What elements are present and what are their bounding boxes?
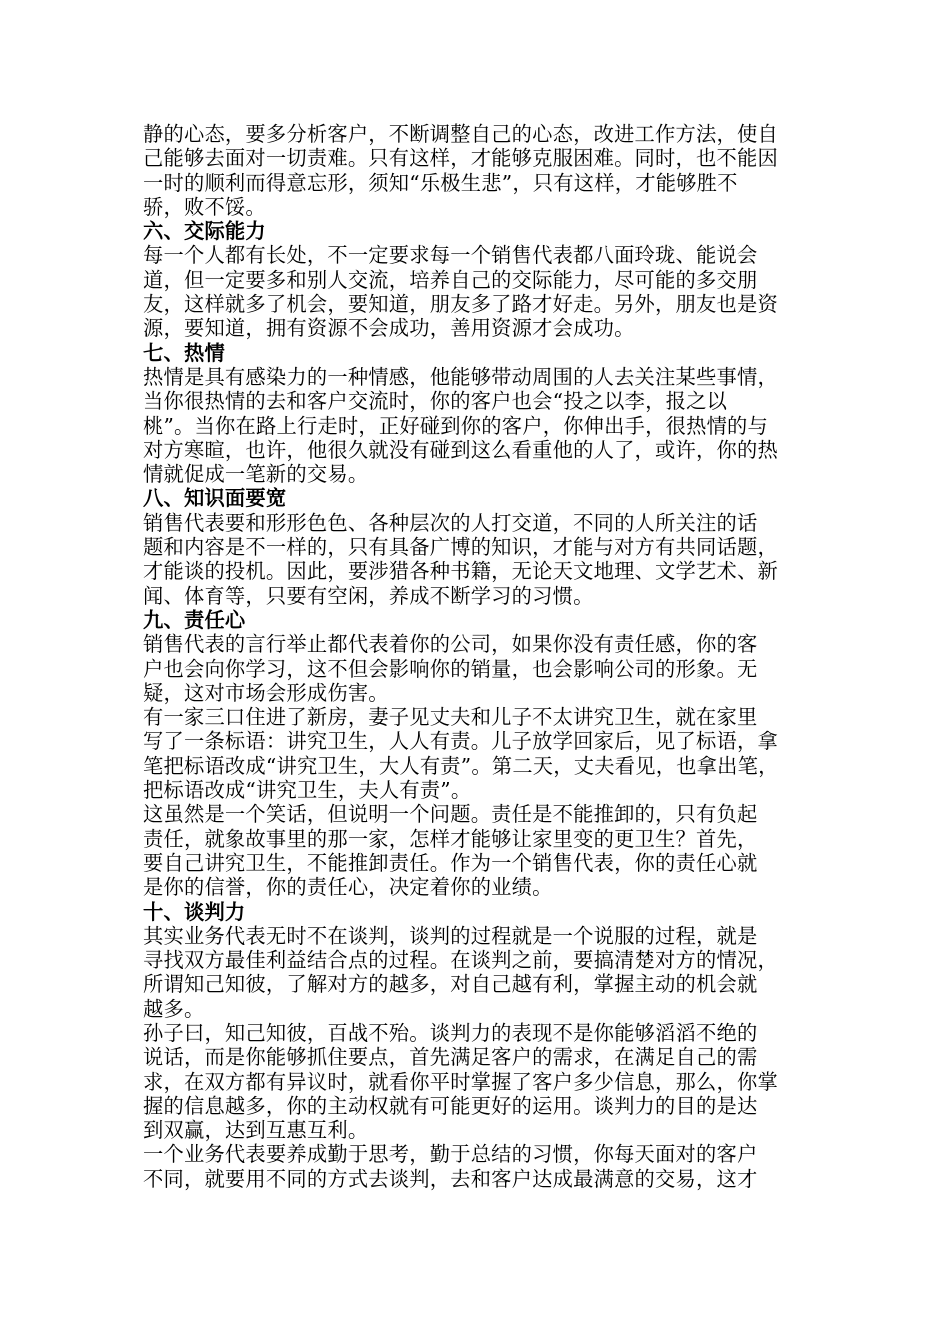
paragraph-line: 求，在双方都有异议时，就看你平时掌握了客户多少信息，那么，你掌: [143, 1069, 778, 1094]
section-heading: 十、谈判力: [143, 899, 246, 924]
section-heading: 八、知识面要宽: [143, 486, 287, 511]
paragraph-line: 把标语改成“讲究卫生，夫人有责”。: [143, 778, 472, 803]
paragraph-line: 握的信息越多，你的主动权就有可能更好的运用。谈判力的目的是达: [143, 1093, 758, 1118]
section-heading: 六、交际能力: [143, 219, 266, 244]
paragraph-line: 友，这样就多了机会，要知道，朋友多了路才好走。另外，朋友也是资: [143, 292, 778, 317]
paragraph-line: 孙子曰，知己知彼，百战不殆。谈判力的表现不是你能够滔滔不绝的: [143, 1020, 758, 1045]
paragraph-line: 责任，就象故事里的那一家，怎样才能够让家里变的更卫生？首先，: [143, 826, 758, 851]
paragraph-line: 到双赢，达到互惠互利。: [143, 1118, 369, 1143]
paragraph-line: 寻找双方最佳利益结合点的过程。在谈判之前，要搞清楚对方的情况，: [143, 948, 778, 973]
paragraph-line: 一时的顺利而得意忘形，须知“乐极生悲”，只有这样，才能够胜不: [143, 170, 738, 195]
paragraph-line: 情就促成一笔新的交易。: [143, 462, 369, 487]
section-heading: 七、热情: [143, 340, 225, 365]
paragraph-line: 说话，而是你能够抓住要点，首先满足客户的需求，在满足自己的需: [143, 1045, 758, 1070]
paragraph-line: 源，要知道，拥有资源不会成功，善用资源才会成功。: [143, 316, 635, 341]
paragraph-line: 己能够去面对一切责难。只有这样，才能够克服困难。同时，也不能因: [143, 146, 778, 171]
paragraph-line: 骄，败不馁。: [143, 194, 266, 219]
paragraph-line: 有一家三口住进了新房，妻子见丈夫和儿子不太讲究卫生，就在家里: [143, 705, 758, 730]
paragraph-line: 桃”。当你在路上行走时，正好碰到你的客户，你伸出手，很热情的与: [143, 413, 769, 438]
paragraph-line: 户也会向你学习，这不但会影响你的销量，也会影响公司的形象。无: [143, 656, 758, 681]
paragraph-line: 道，但一定要多和别人交流，培养自己的交际能力，尽可能的多交朋: [143, 267, 758, 292]
paragraph-line: 写了一条标语：讲究卫生，人人有责。儿子放学回家后，见了标语，拿: [143, 729, 778, 754]
section-heading: 九、责任心: [143, 607, 246, 632]
paragraph-line: 闻、体育等，只要有空闲，养成不断学习的习惯。: [143, 583, 594, 608]
paragraph-line: 这虽然是一个笑话，但说明一个问题。责任是不能推卸的，只有负起: [143, 802, 758, 827]
document-page: [143, 122, 813, 1191]
paragraph-line: 越多。: [143, 996, 205, 1021]
paragraph-line: 是你的信誉，你的责任心，决定着你的业绩。: [143, 875, 553, 900]
paragraph-line: 静的心态，要多分析客户，不断调整自己的心态，改进工作方法，使自: [143, 122, 778, 146]
paragraph-line: 热情是具有感染力的一种情感，他能够带动周围的人去关注某些事情，: [143, 364, 778, 389]
paragraph-line: 每一个人都有长处，不一定要求每一个销售代表都八面玲珑、能说会: [143, 243, 758, 268]
paragraph-line: 才能谈的投机。因此，要涉猎各种书籍，无论天文地理、文学艺术、新: [143, 559, 778, 584]
paragraph-line: 销售代表的言行举止都代表着你的公司，如果你没有责任感，你的客: [143, 632, 758, 657]
paragraph-line: 不同，就要用不同的方式去谈判，去和客户达成最满意的交易，这才: [143, 1166, 758, 1191]
paragraph-line: 所谓知己知彼，了解对方的越多，对自己越有利，掌握主动的机会就: [143, 972, 758, 997]
paragraph-line: 销售代表要和形形色色、各种层次的人打交道，不同的人所关注的话: [143, 510, 758, 535]
paragraph-line: 题和内容是不一样的，只有具备广博的知识，才能与对方有共同话题，: [143, 535, 778, 560]
paragraph-line: 对方寒暄，也许，他很久就没有碰到这么看重他的人了，或许，你的热: [143, 437, 778, 462]
paragraph-line: 一个业务代表要养成勤于思考，勤于总结的习惯，你每天面对的客户: [143, 1142, 758, 1167]
paragraph-line: 当你很热情的去和客户交流时，你的客户也会“投之以李，报之以: [143, 389, 728, 414]
paragraph-line: 其实业务代表无时不在谈判，谈判的过程就是一个说服的过程，就是: [143, 923, 758, 948]
paragraph-line: 要自己讲究卫生，不能推卸责任。作为一个销售代表，你的责任心就: [143, 850, 758, 875]
paragraph-line: 疑，这对市场会形成伤害。: [143, 680, 389, 705]
paragraph-line: 笔把标语改成“讲究卫生，大人有责”。第二天，丈夫看见，也拿出笔，: [143, 753, 779, 778]
